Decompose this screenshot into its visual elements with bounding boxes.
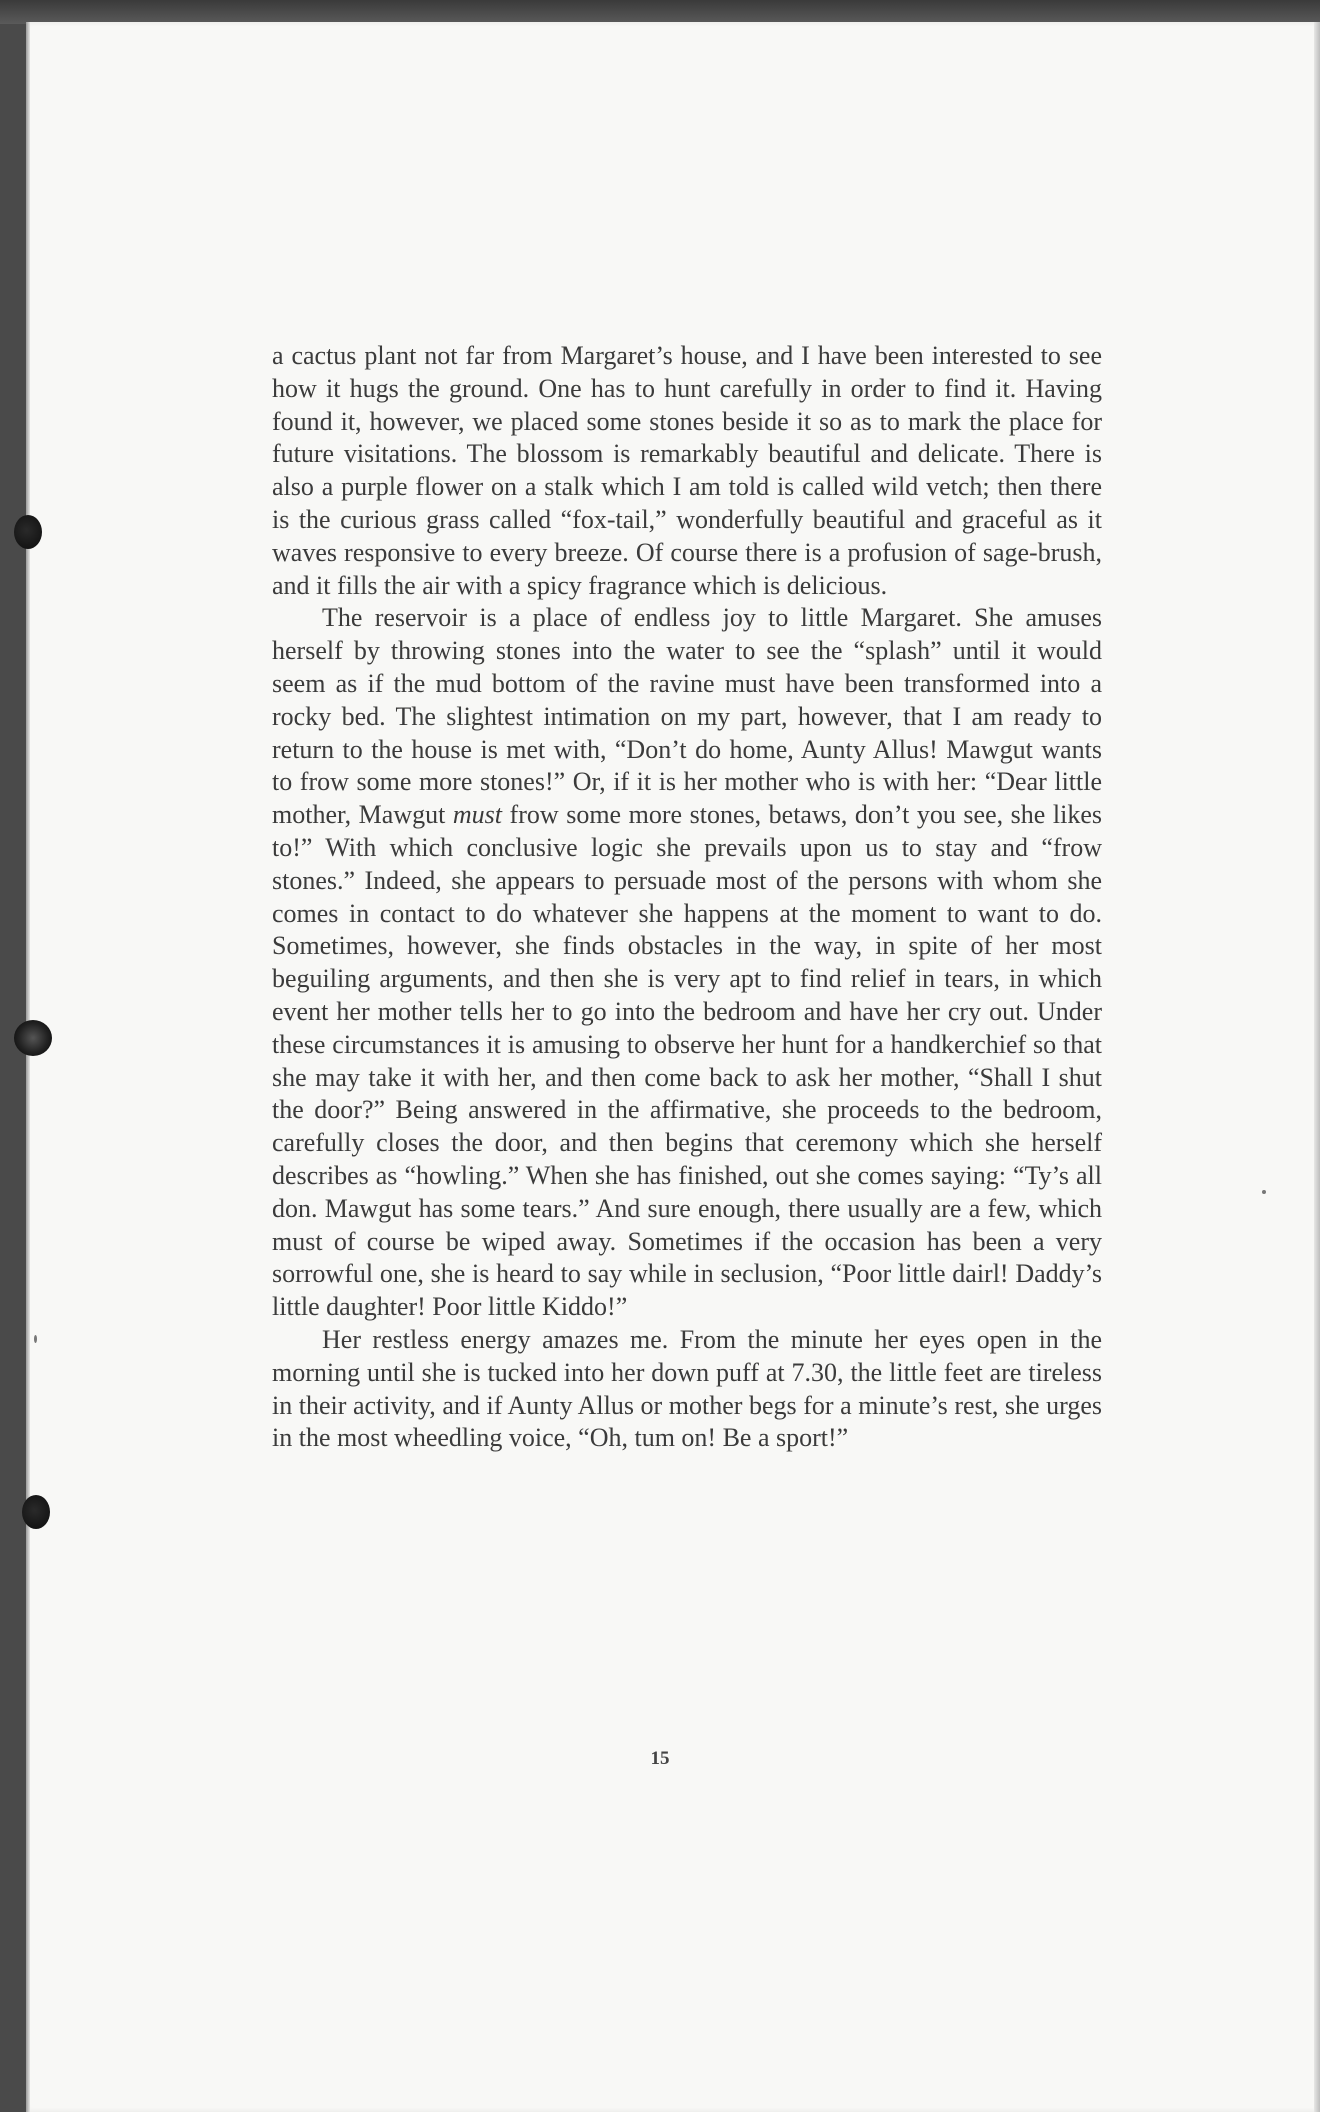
paragraph-1	[272, 340, 1102, 602]
binding-hole-middle	[14, 1020, 52, 1056]
page-left-edge	[26, 22, 30, 2112]
paragraph-2	[272, 602, 1102, 1324]
body-text	[272, 340, 1102, 1455]
text-run: a cactus plant not far from Margaret’s house, and I have been interested to see how it hugs the ground. One has to hunt carefully in order to find it. Having found it, however, we placed some stones beside it so as to mark the place for future visitations. The blossom is remarkably beautiful and delicate. There is also a purple flower on a stalk which I am told is called wild vetch; then there is the curious grass called “fox-tail,” wonderfully beautiful and graceful as it waves responsive to every breeze. Of course there is a profusion of sage-brush, and it fills the air with a spicy fragrance which is delicious.	[272, 341, 1102, 600]
text-run: frow some more stones, betaws, don’t you see, she likes to!” With which conclusive logic she prevails upon us to stay and “frow stones.” Indeed, she appears to persuade most of the persons with whom she comes in contact to do whatever she happens at the moment to want to do. Sometimes, however, she finds obstacles in the way, in spite of her most beguiling arguments, and then she is very apt to find relief in tears, in which event her mother tells her to go into the bedroom and have her cry out. Under these circumstances it is amusing to observe her hunt for a handkerchief so that she may take it with her, and then come back to ask her mother, “Shall I shut the door?” Being answered in the affirmative, she proceeds to the bedroom, carefully closes the door, and then begins that ceremony which she herself describes as “howling.” When she has finished, out she comes saying: “Ty’s all don. Mawgut has some tears.” And sure enough, there usually are a few, which must of course be wiped away. Sometimes if the occasion has been a very sorrowful one, she is heard to say while in seclusion, “Poor little dairl! Daddy’s little daughter! Poor little Kiddo!”	[272, 800, 1103, 1322]
binding-hole-top	[14, 515, 42, 549]
scan-top-border	[0, 0, 1320, 24]
paper-speck	[34, 1335, 37, 1343]
paper-speck	[1262, 1190, 1266, 1194]
emphasis-text: must	[452, 800, 502, 830]
page-right-edge	[1314, 22, 1320, 2112]
text-run: Her restless energy amazes me. From the minute her eyes open in the morning until she is tucked into her down puff at 7.30, the little feet are tireless in their activity, and if Aunty Allus or mother begs for a minute’s rest, she urges in the most wheedling voice, “Oh, tum on! Be a sport!”	[272, 1324, 1102, 1453]
page-number: 15	[650, 1748, 670, 1769]
paragraph-3	[272, 1324, 1102, 1455]
text-run: The reservoir is a place of endless joy to little Margaret. She amuses herself by throwing stones into the water to see the “splash” until it would seem as if the mud bottom of the ravine must have been transformed into a rocky bed. The slightest intimation on my part, however, that I am ready to return to the house is met with, “Don’t do home, Aunty Allus! Mawgut wants to frow some more stones!” Or, if it is her mother who is with her: “Dear little mother, Mawgut	[272, 603, 1102, 830]
binding-hole-bottom	[22, 1495, 50, 1529]
